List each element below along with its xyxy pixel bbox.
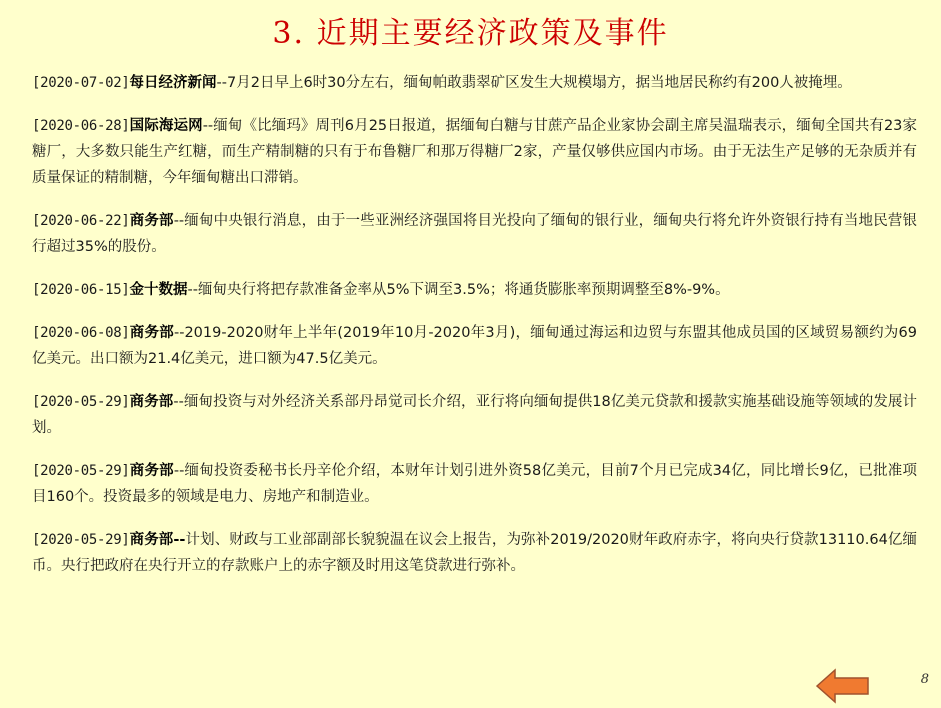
news-date: [2020-05-29] xyxy=(32,463,130,479)
news-item xyxy=(32,208,917,260)
news-text: --缅甸投资委秘书长丹辛伦介绍，本财年计划引进外资58亿美元，目前7个月已完成34亿，同比增长9亿，已批准项目160个。投资最多的领域是电力、房地产和制造业。 xyxy=(32,463,918,505)
news-item xyxy=(32,389,917,441)
news-list xyxy=(32,70,917,596)
news-item xyxy=(32,320,917,372)
left-arrow-icon xyxy=(815,668,870,704)
news-date: [2020-06-22] xyxy=(32,213,130,229)
prev-slide-button[interactable] xyxy=(815,668,870,704)
news-source: 商务部-- xyxy=(129,532,186,548)
news-text: --缅甸中央银行消息，由于一些亚洲经济强国将目光投向了缅甸的银行业，缅甸央行将允许外资银行持有当地民营银行超过35%的股份。 xyxy=(32,213,918,255)
news-source: 商务部 xyxy=(129,213,174,229)
news-date: [2020-06-08] xyxy=(32,325,130,341)
news-item xyxy=(32,277,917,303)
news-text: --缅甸投资与对外经济关系部丹昂觉司长介绍，亚行将向缅甸提供18亿美元贷款和援款实施基础设施等领域的发展计划。 xyxy=(32,394,917,436)
page-title: 3. 近期主要经济政策及事件 xyxy=(272,16,669,51)
news-date: [2020-06-28] xyxy=(32,118,130,134)
news-text: --7月2日早上6时30分左右，缅甸帕敢翡翠矿区发生大规模塌方，据当地居民称约有200人被掩埋。 xyxy=(216,75,852,91)
news-item xyxy=(32,70,917,96)
news-date: [2020-07-02] xyxy=(32,75,130,91)
news-source: 商务部 xyxy=(129,394,174,410)
page-number: 8 xyxy=(920,672,929,687)
news-text: 计划、财政与工业部副部长貌貌温在议会上报告，为弥补2019/2020财年政府赤字，将向央行贷款13110.64亿缅币。央行把政府在央行开立的存款账户上的赤字额及时用这笔贷款进行弥补。 xyxy=(32,532,917,574)
news-source: 金十数据 xyxy=(129,282,188,298)
news-item xyxy=(32,458,917,510)
news-text: --缅甸《比缅玛》周刊6月25日报道，据缅甸白糖与甘蔗产品企业家协会副主席吴温瑞表示，缅甸全国共有23家糖厂，大多数只能生产红糖，而生产精制糖的只有于布鲁糖厂和那万得糖厂2家，产量仅够供应国内市场。由于无法生产足够的无杂质并有质量保证的精制糖，今年缅甸糖出口滞销。 xyxy=(32,118,917,186)
news-date: [2020-05-29] xyxy=(32,532,130,548)
news-source: 每日经济新闻 xyxy=(129,75,217,91)
news-source: 商务部 xyxy=(129,325,174,341)
news-date: [2020-06-15] xyxy=(32,282,130,298)
news-date: [2020-05-29] xyxy=(32,394,130,410)
news-text: --缅甸央行将把存款准备金率从5%下调至3.5%；将通货膨胀率预期调整至8%-9%。 xyxy=(187,282,730,298)
news-source: 国际海运网 xyxy=(129,118,203,134)
news-text: --2019-2020财年上半年(2019年10月-2020年3月)，缅甸通过海运和边贸与东盟其他成员国的区域贸易额约为69亿美元。出口额为21.4亿美元，进口额为47.5亿美元。 xyxy=(32,325,917,367)
news-item xyxy=(32,113,917,191)
news-source: 商务部 xyxy=(129,463,174,479)
news-item xyxy=(32,527,917,579)
